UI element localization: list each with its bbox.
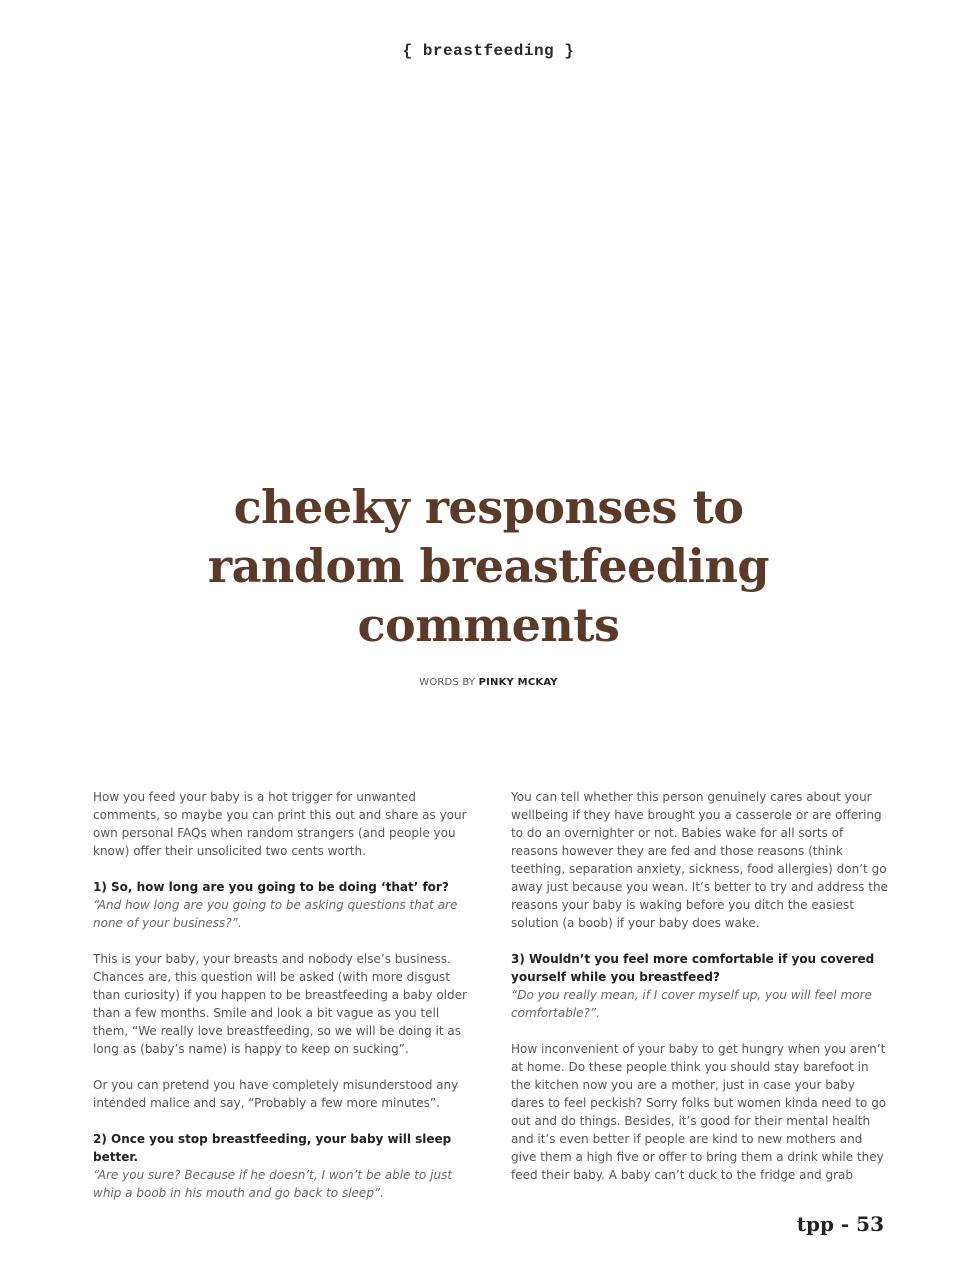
question-heading: 2) Once you stop breastfeeding, your baby will sleep better.: [93, 1132, 452, 1164]
title-line-1: cheeky responses to: [233, 480, 744, 534]
byline: [0, 677, 977, 688]
question-heading: 1) So, how long are you going to be doing ‘that’ for?: [93, 880, 449, 894]
section-tag: { breastfeeding }: [402, 42, 575, 60]
body-paragraph: Or you can pretend you have completely misunderstood any intended malice and say, “Probably a few more minutes”.: [93, 1078, 459, 1110]
qa-block-1: [93, 878, 471, 932]
page-number: tpp - 53: [796, 1212, 884, 1236]
question-answer: “Are you sure? Because if he doesn’t, I won’t be able to just whip a boob in his mouth and go back to sleep”.: [93, 1168, 453, 1200]
title-line-3: comments: [357, 598, 620, 652]
question-answer: “Do you really mean, if I cover myself up, you will feel more comfortable?”.: [511, 988, 872, 1020]
body-paragraph: You can tell whether this person genuinely cares about your wellbeing if they have brought you a casserole or are offering to do an overnighter or not. Babies wake for all sorts of reasons however they are fed and those reasons (think teething, separation anxiety, sickness, food allergies) don’t go away just because you wean. It’s better to try and address the reasons your baby is waking before you ditch the easiest solution (a boob) if your baby does wake.: [511, 790, 888, 930]
question-heading: 3) Wouldn’t you feel more comfortable if you covered yourself while you breastfeed?: [511, 952, 875, 984]
question-answer: “And how long are you going to be asking questions that are none of your business?”.: [93, 898, 458, 930]
qa-block-2: [93, 1130, 471, 1202]
article-title: [0, 478, 977, 655]
intro-paragraph: How you feed your baby is a hot trigger for unwanted comments, so maybe you can print this out and share as your own personal FAQs when random strangers (and people you know) offer their unsolicited two cents worth.: [93, 790, 467, 858]
byline-prefix: WORDS BY: [419, 677, 479, 688]
title-line-2: random breastfeeding: [207, 539, 770, 593]
left-column: [93, 788, 471, 1220]
byline-author: PINKY MCKAY: [478, 677, 558, 688]
right-column: [511, 788, 889, 1202]
body-paragraph: How inconvenient of your baby to get hungry when you aren’t at home. Do these people think you should stay barefoot in the kitchen now you are a mother, just in case your baby dares to feel peckish? Sorry folks but women kinda need to go out and do things. Besides, it’s good for their mental health and it’s even better if people are kind to new mothers and give them a high five or offer to bring them a drink while they feed their baby. A baby can’t duck to the fridge and grab: [511, 1042, 887, 1182]
qa-block-3: [511, 950, 889, 1022]
body-paragraph: This is your baby, your breasts and nobody else’s business. Chances are, this question will be asked (with more disgust than curiosity) if you happen to be breastfeeding a baby older than a few months. Smile and look a bit vague as you tell them, “We really love breastfeeding, so we will be doing it as long as (baby’s name) is happy to keep on sucking”.: [93, 952, 467, 1056]
